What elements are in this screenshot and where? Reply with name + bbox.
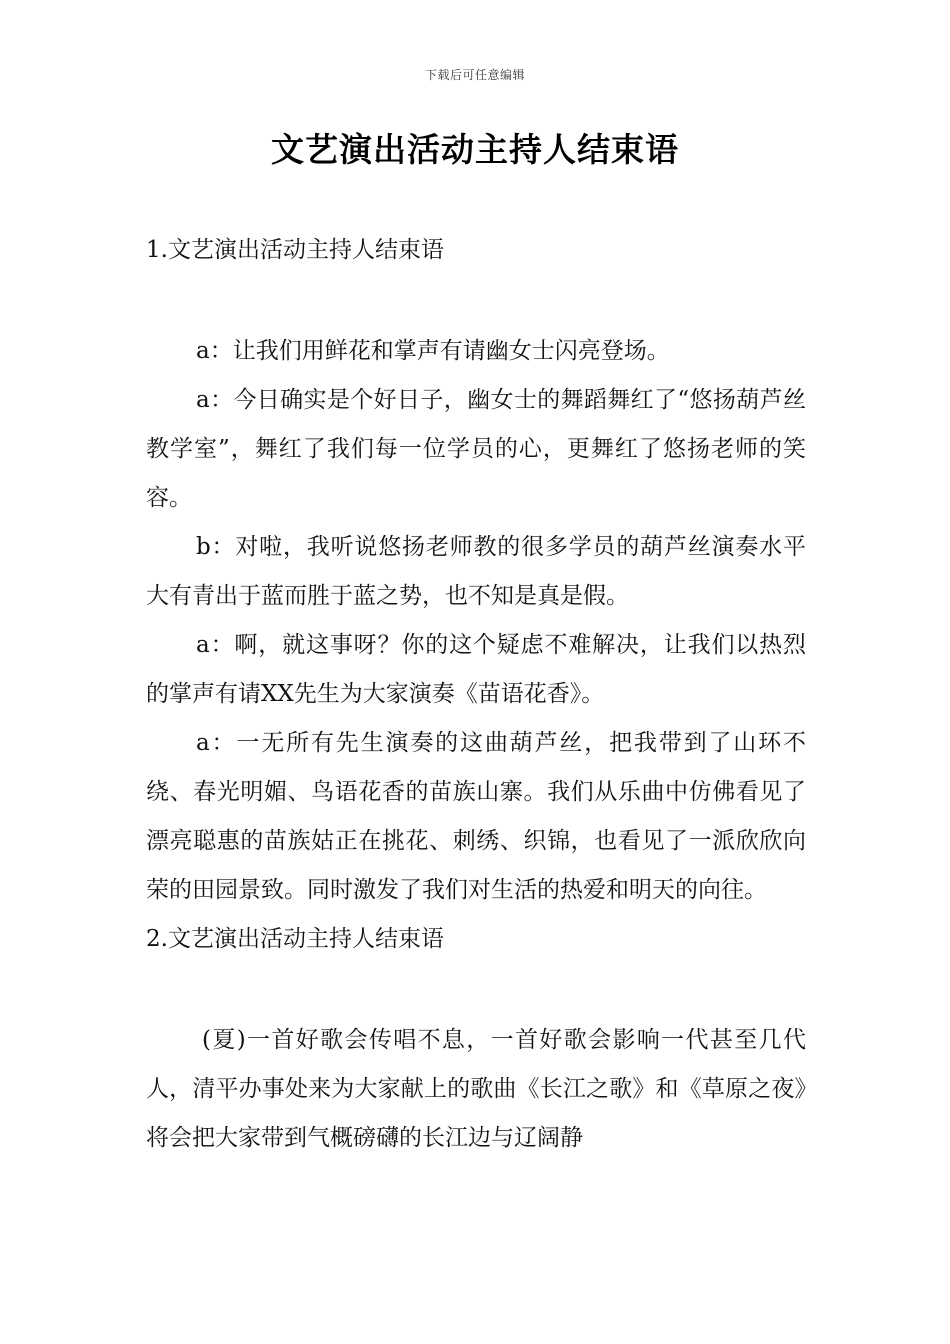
paragraph: a：啊，就这事呀？你的这个疑虑不难解决，让我们以热烈的掌声有请XX先生为大家演奏《苗语花香》。 xyxy=(146,632,806,707)
paragraph: a：一无所有先生演奏的这曲葫芦丝，把我带到了山环不绕、春光明媚、鸟语花香的苗族山寨。我们从乐曲中仿佛看见了漂亮聪惠的苗族姑正在挑花、刺绣、织锦，也看见了一派欣欣向荣的田园景致。同时激发了我们对生活的热爱和明天的向往。 xyxy=(146,730,806,903)
section-heading-1: 1.文艺演出活动主持人结束语 xyxy=(146,237,444,263)
document-body xyxy=(146,226,806,1163)
paragraph: a：今日确实是个好日子，幽女士的舞蹈舞红了“悠扬葫芦丝教学室”，舞红了我们每一位学员的心，更舞红了悠扬老师的笑容。 xyxy=(146,387,806,511)
paragraph: b：对啦，我听说悠扬老师教的很多学员的葫芦丝演奏水平大有青出于蓝而胜于蓝之势，也不知是真是假。 xyxy=(146,534,806,609)
section-spacer xyxy=(146,964,806,1016)
section-heading-2: 2.文艺演出活动主持人结束语 xyxy=(146,926,444,952)
paragraph: (夏)一首好歌会传唱不息，一首好歌会影响一代甚至几代人，清平办事处来为大家献上的歌曲《长江之歌》和《草原之夜》将会把大家带到气概磅礴的长江边与辽阔静 xyxy=(146,1027,806,1151)
page-header: 下载后可任意编辑 xyxy=(424,68,525,82)
section-spacer xyxy=(146,275,806,327)
paragraph: a：让我们用鲜花和掌声有请幽女士闪亮登场。 xyxy=(196,338,670,364)
document-title: 文艺演出活动主持人结束语 xyxy=(271,130,679,169)
